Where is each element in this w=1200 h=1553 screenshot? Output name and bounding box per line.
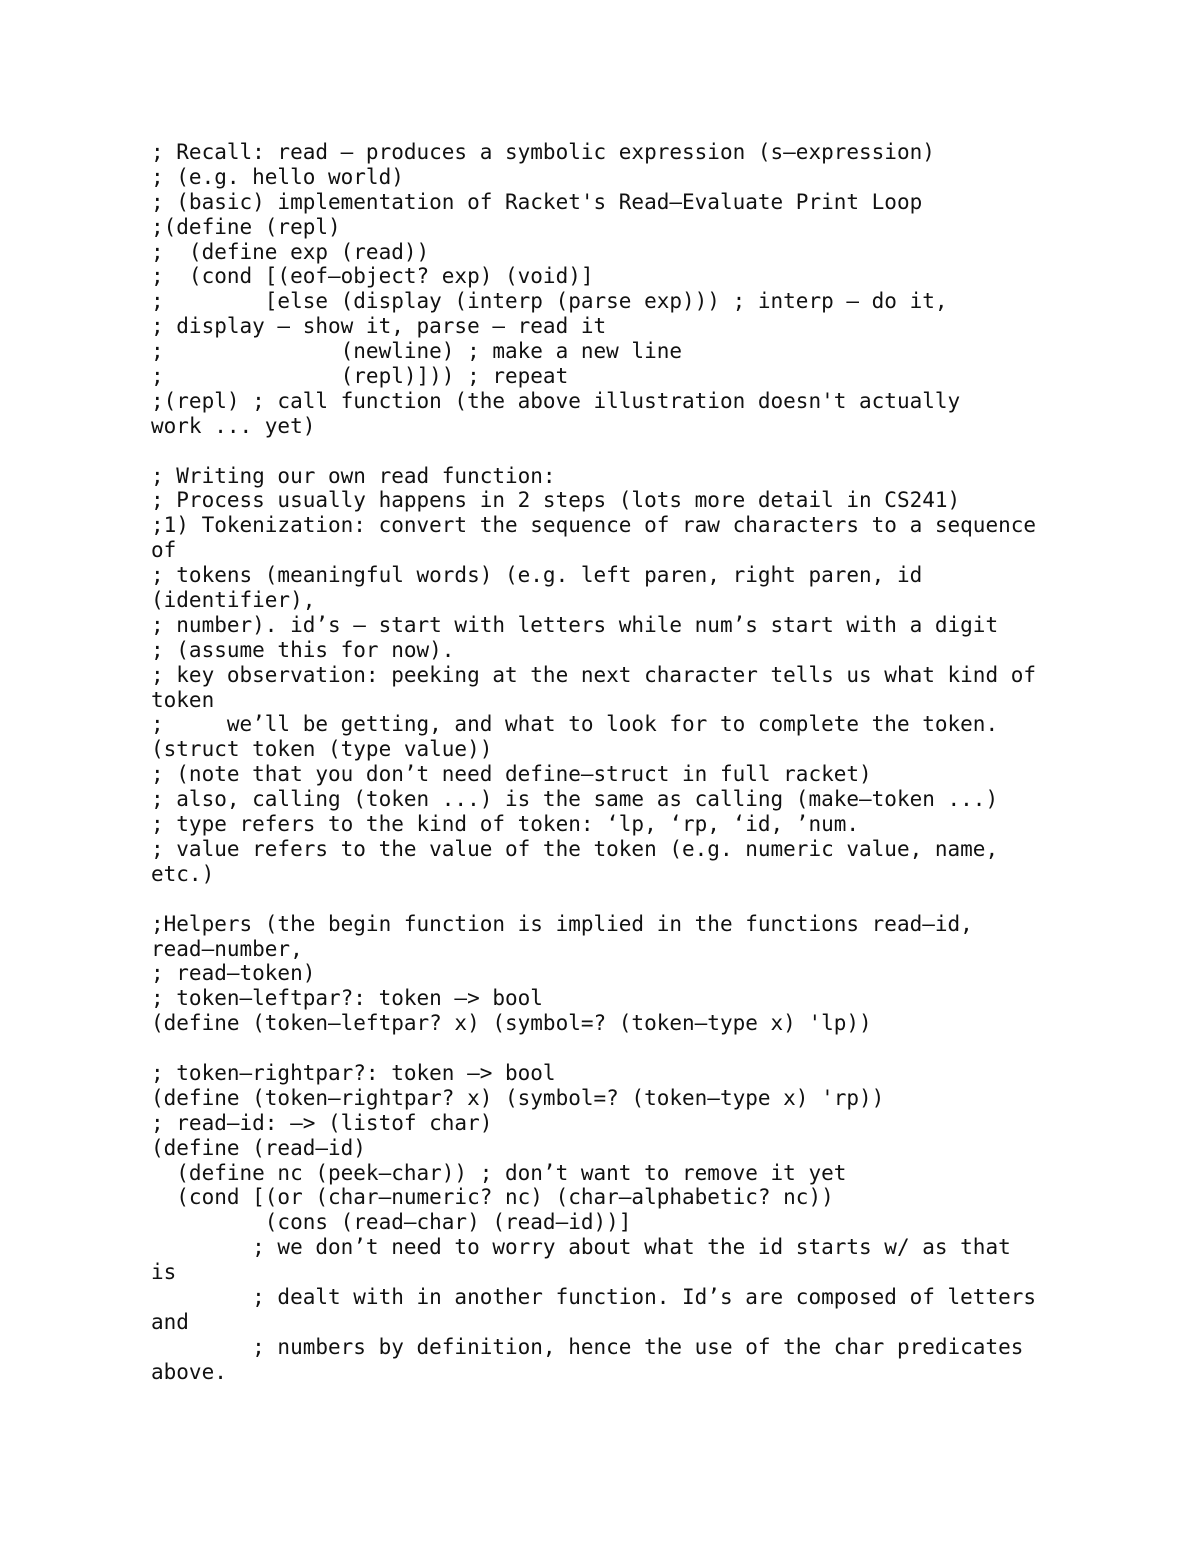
code-line: (define (token–rightpar? x) (symbol=? (token–type x) 'rp)) bbox=[151, 1085, 885, 1110]
code-line: (define nc (peek–char)) ; don’t want to remove it yet bbox=[151, 1160, 847, 1185]
code-line: ; Writing our own read function: bbox=[151, 463, 556, 488]
code-line bbox=[151, 887, 1111, 912]
code-line: ; value refers to the value of the token (e.g. numeric value, name, bbox=[151, 836, 999, 861]
code-line: ; (note that you don’t need define–struct in full racket) bbox=[151, 762, 872, 787]
code-line: ; (cond [(eof–object? exp) (void)] bbox=[151, 264, 594, 289]
code-line: ; (assume this for now). bbox=[151, 637, 455, 662]
code-line: ; we’ll be getting, and what to look for to complete the token. bbox=[151, 712, 999, 737]
code-line: ; (newline) ; make a new line bbox=[151, 339, 683, 364]
code-line: ;(define (repl) bbox=[151, 214, 341, 239]
code-line: (define (token–leftpar? x) (symbol=? (token–type x) 'lp)) bbox=[151, 1011, 872, 1036]
code-line: ; [else (display (interp (parse exp))) ; interp – do it, bbox=[151, 289, 948, 314]
code-line: ; numbers by definition, hence the use of the char predicates bbox=[151, 1334, 1024, 1359]
code-line: ; (define exp (read)) bbox=[151, 239, 430, 264]
code-line: ; (e.g. hello world) bbox=[151, 164, 404, 189]
code-line: (cond [(or (char–numeric? nc) (char–alphabetic? nc)) bbox=[151, 1185, 834, 1210]
code-line: ; also, calling (token ...) is the same as calling (make–token ...) bbox=[151, 787, 999, 812]
code-line: ; tokens (meaningful words) (e.g. left paren, right paren, id bbox=[151, 563, 923, 588]
code-line: ; (basic) implementation of Racket's Read–Evaluate Print Loop bbox=[151, 189, 923, 214]
code-line: ; token–leftpar?: token –> bool bbox=[151, 986, 543, 1011]
code-line: above. bbox=[151, 1359, 227, 1384]
code-line: (cons (read–char) (read–id))] bbox=[151, 1210, 632, 1235]
code-line: (struct token (type value)) bbox=[151, 737, 493, 762]
code-line: token bbox=[151, 687, 215, 712]
code-line: ; key observation: peeking at the next character tells us what kind of bbox=[151, 662, 1037, 687]
code-line: ; read–token) bbox=[151, 961, 316, 986]
code-line: ; type refers to the kind of token: ‘lp, ‘rp, ‘id, ’num. bbox=[151, 812, 860, 837]
code-line: ; token–rightpar?: token –> bool bbox=[151, 1060, 556, 1085]
code-line: (define (read–id) bbox=[151, 1135, 366, 1160]
code-line: read–number, bbox=[151, 936, 303, 961]
code-line bbox=[151, 1036, 1111, 1061]
code-line: ; Process usually happens in 2 steps (lots more detail in CS241) bbox=[151, 488, 961, 513]
code-line: ; display – show it, parse – read it bbox=[151, 314, 607, 339]
code-line: etc.) bbox=[151, 861, 215, 886]
code-line: ; (repl)])) ; repeat bbox=[151, 364, 569, 389]
document-page bbox=[151, 140, 1111, 1385]
code-line: ; Recall: read – produces a symbolic expression (s–expression) bbox=[151, 140, 935, 164]
code-line: ; number). id’s – start with letters while num’s start with a digit bbox=[151, 612, 999, 637]
code-line: and bbox=[151, 1309, 189, 1334]
code-line: ;Helpers (the begin function is implied in the functions read–id, bbox=[151, 911, 973, 936]
code-line: ; dealt with in another function. Id’s are composed of letters bbox=[151, 1284, 1037, 1309]
code-line: ;(repl) ; call function (the above illustration doesn't actually bbox=[151, 388, 961, 413]
code-line: (identifier), bbox=[151, 588, 316, 613]
code-line: is bbox=[151, 1260, 177, 1285]
code-line: ;1) Tokenization: convert the sequence of raw characters to a sequence bbox=[151, 513, 1037, 538]
code-line: of bbox=[151, 538, 177, 563]
code-line: ; read–id: –> (listof char) bbox=[151, 1110, 493, 1135]
code-line bbox=[151, 439, 1111, 464]
code-line: ; we don’t need to worry about what the id starts w/ as that bbox=[151, 1235, 1011, 1260]
code-line: work ... yet) bbox=[151, 413, 316, 438]
